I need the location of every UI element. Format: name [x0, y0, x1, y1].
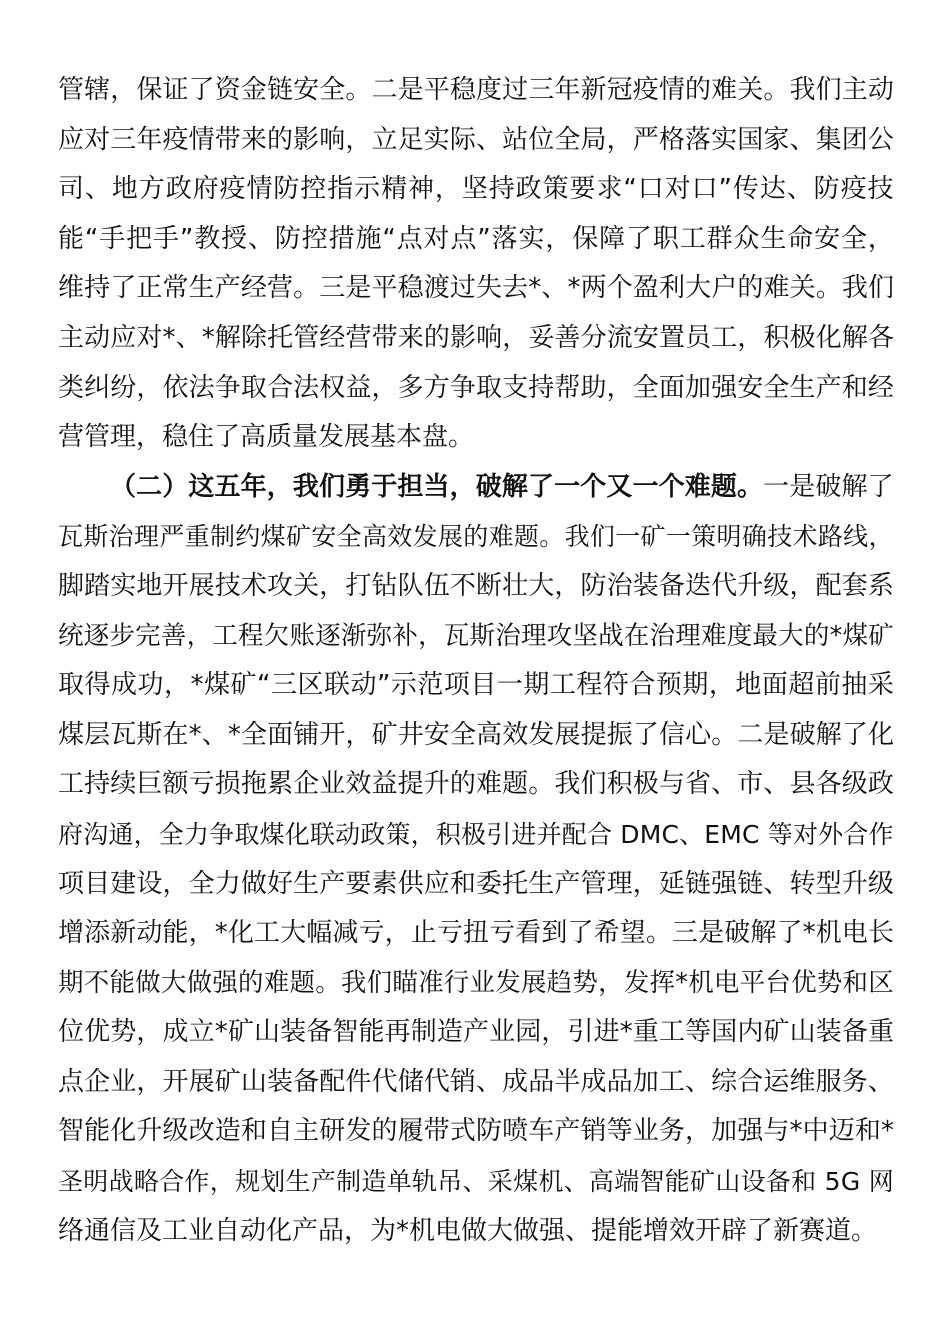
- text-line: 类 纠 纷 ， 依 法 争 取 合 法 权 益 ， 多 方 争 取 支 持 帮 助 ， 全 面 加 强 安 全 生 产 和 经: [58, 372, 894, 403]
- text-line: 营管理，稳住了高质量发展基本盘。: [58, 422, 475, 453]
- text-line: 应 对 三 年 疫 情 带 来 的 影 响 ， 立 足 实 际 、 站 位 全 局 ， 严 格 落 实 国 家 、 集 团 公: [58, 124, 894, 155]
- text-line: 取 得 成 功 ， * 煤 矿 “ 三 区 联 动 ” 示 范 项 目 一 期 工 程 符 合 预 期 ， 地 面 超 前 抽 采: [58, 670, 894, 701]
- text-line: 位 优 势 ， 成 立 * 矿 山 装 备 智 能 再 制 造 产 业 园 ， 引 进 * 重 工 等 国 内 矿 山 装 备 重: [58, 1017, 894, 1048]
- text-line: 煤 层 瓦 斯 在 * 、 * 全 面 铺 开 ， 矿 井 安 全 高 效 发 展 提 振 了 信 心 。 二 是 破 解 了 化: [58, 719, 894, 750]
- text-line: 统 逐 步 完 善 ， 工 程 欠 账 逐 渐 弥 补 ， 瓦 斯 治 理 攻 坚 战 在 治 理 难 度 最 大 的 * 煤 矿: [58, 620, 894, 651]
- text-line: 工 持 续 巨 额 亏 损 拖 累 企 业 效 益 提 升 的 难 题 。 我 们 积 极 与 省 、 市 、 县 各 级 政: [58, 769, 894, 800]
- text-line: 瓦 斯 治 理 严 重 制 约 煤 矿 安 全 高 效 发 展 的 难 题 。 我 们 一 矿 一 策 明 确 技 术 路 线 ，: [58, 522, 894, 552]
- paragraph-2: [58, 463, 894, 1257]
- text-line: 增 添 新 动 能 ， * 化 工 大 幅 减 亏 ， 止 亏 扭 亏 看 到 了 希 望 。 三 是 破 解 了 * 机 电 长: [58, 918, 894, 949]
- text-line: 府 沟 通 ， 全 力 争 取 煤 化 联 动 政 策 ， 积 极 引 进 并 配 合 D M C 、 E M C 等 对 外 合 作: [58, 819, 894, 849]
- document-page: [58, 66, 894, 1256]
- text-line: 能 “ 手 把 手 ” 教 授 、 防 控 措 施 “ 点 对 点 ” 落 实 ， 保 障 了 职 工 群 众 生 命 安 全 ，: [58, 223, 894, 254]
- text-line: 主 动 应 对 * 、 * 解 除 托 管 经 营 带 来 的 影 响 ， 妥 善 分 流 安 置 员 工 ， 积 极 化 解 各: [58, 322, 894, 353]
- text-line: 脚 踏 实 地 开 展 技 术 攻 关 ， 打 钻 队 伍 不 断 壮 大 ， 防 治 装 备 迭 代 升 级 ， 配 套 系: [58, 570, 894, 601]
- text-line: 点 企 业 ， 开 展 矿 山 装 备 配 件 代 储 代 销 、 成 品 半 成 品 加 工 、 综 合 运 维 服 务 、: [58, 1066, 894, 1097]
- text-line: 智 能 化 升 级 改 造 和 自 主 研 发 的 履 带 式 防 喷 车 产 销 等 业 务 ， 加 强 与 * 中 迈 和 *: [58, 1116, 894, 1147]
- text-line: 项 目 建 设 ， 全 力 做 好 生 产 要 素 供 应 和 委 托 生 产 管 理 ， 延 链 强 链 、 转 型 升 级: [58, 868, 894, 899]
- text-line: 期 不 能 做 大 做 强 的 难 题 。 我 们 瞄 准 行 业 发 展 趋 势 ， 发 挥 * 机 电 平 台 优 势 和 区: [58, 967, 894, 998]
- text-line: 司 、 地 方 政 府 疫 情 防 控 指 示 精 神 ， 坚 持 政 策 要 求 “ 口 对 口 ” 传 达 、 防 疫 技: [58, 174, 894, 205]
- text-line: 维 持 了 正 常 生 产 经 营 。 三 是 平 稳 渡 过 失 去 * 、 * 两 个 盈 利 大 户 的 难 关 。 我 们: [58, 273, 894, 304]
- text-line: 管 辖 ， 保 证 了 资 金 链 安 全 。 二 是 平 稳 度 过 三 年 新 冠 疫 情 的 难 关 。 我 们 主 动: [58, 75, 894, 105]
- paragraph-1: [58, 66, 894, 463]
- text-line: 络通信及工业自动化产品，为*机电做大做强、提能增效开辟了新赛道。: [58, 1215, 878, 1246]
- paragraph-first-line: （ 二 ） 这 五 年 ， 我 们 勇 于 担 当 ， 破 解 了 一 个 又 一 个 难 题 。 一 是 破 解 了: [110, 471, 894, 502]
- text-line: 圣 明 战 略 合 作 ， 规 划 生 产 制 造 单 轨 吊 、 采 煤 机 、 高 端 智 能 矿 山 设 备 和 5 G 网: [58, 1167, 894, 1197]
